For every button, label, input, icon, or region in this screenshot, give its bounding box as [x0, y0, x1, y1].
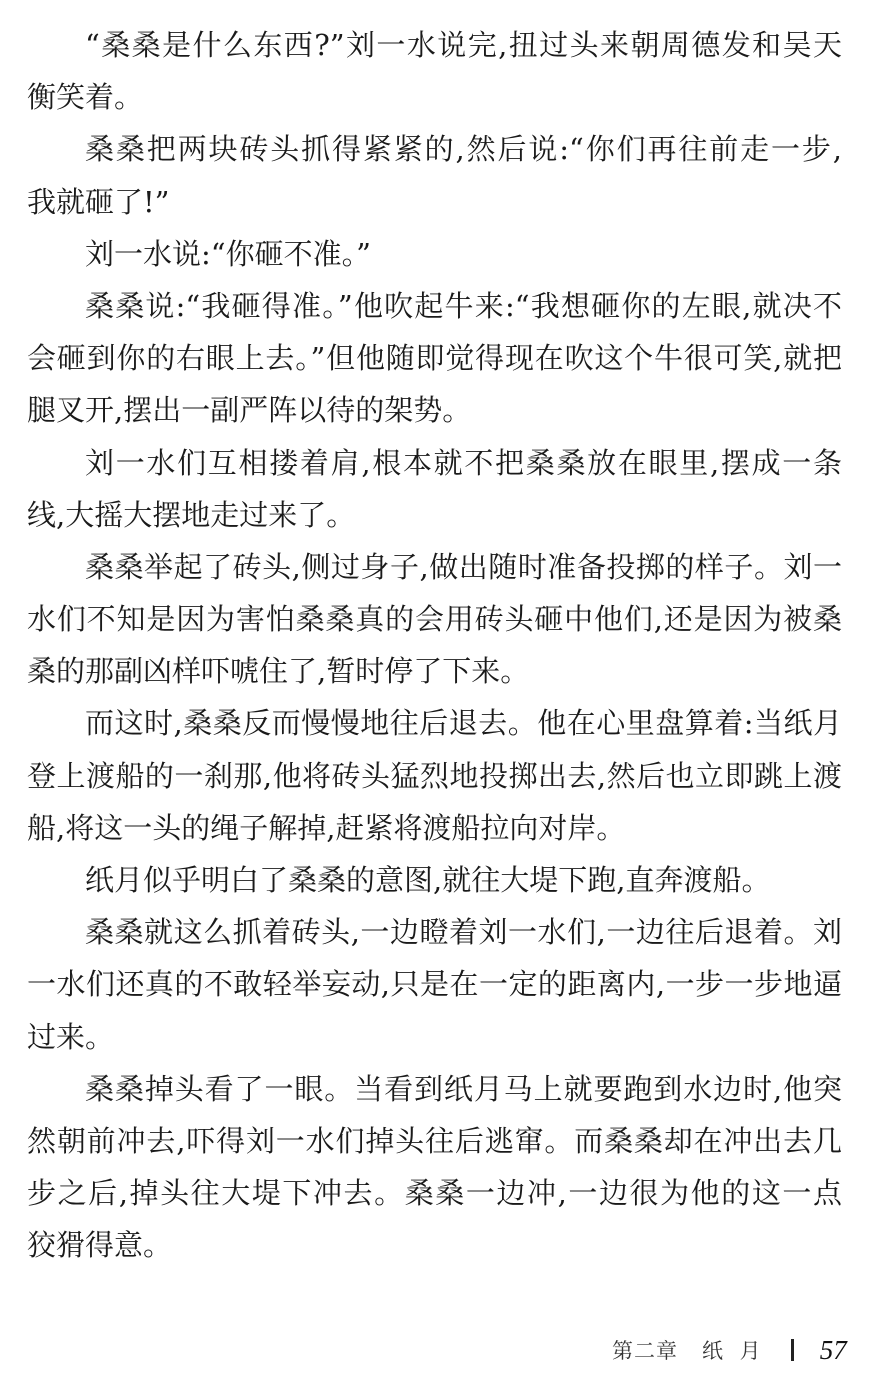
text-line: 刘一水们互相搂着肩,根本就不把桑桑放在眼里,摆成一条 — [85, 445, 842, 480]
text-line: 腿叉开,摆出一副严阵以待的架势。 — [27, 393, 472, 428]
text-line: 步之后,掉头往大堤下冲去。桑桑一边冲,一边很为他的这一点 — [27, 1176, 842, 1211]
body-text — [27, 19, 842, 1272]
text-line: 然朝前冲去,吓得刘一水们掉头往后逃窜。而桑桑却在冲出去几 — [27, 1123, 842, 1158]
text-line: 桑的那副凶样吓唬住了,暂时停了下来。 — [27, 654, 530, 689]
paragraph — [27, 854, 842, 906]
text-line: 我就砸了!” — [27, 184, 170, 219]
text-line: 桑桑举起了砖头,侧过身子,做出随时准备投掷的样子。刘一 — [85, 549, 842, 584]
paragraph — [27, 19, 842, 123]
text-line: 桑桑把两块砖头抓得紧紧的,然后说:“你们再往前走一步, — [85, 132, 842, 167]
paragraph — [27, 280, 842, 437]
text-line: 会砸到你的右眼上去。”但他随即觉得现在吹这个牛很可笑,就把 — [27, 341, 842, 376]
paragraph — [27, 906, 842, 1063]
text-line: 船,将这一头的绳子解掉,赶紧将渡船拉向对岸。 — [27, 810, 626, 845]
text-line: 衡笑着。 — [27, 80, 144, 115]
page-footer — [612, 1330, 847, 1370]
text-line: 而这时,桑桑反而慢慢地往后退去。他在心里盘算着:当纸月 — [85, 706, 842, 741]
paragraph — [27, 697, 842, 854]
text-line: 狡猾得意。 — [27, 1228, 173, 1263]
text-line: “桑桑是什么东西?”刘一水说完,扭过头来朝周德发和吴天 — [85, 28, 842, 62]
text-line: 水们不知是因为害怕桑桑真的会用砖头砸中他们,还是因为被桑 — [27, 602, 842, 637]
chapter-title: 纸 月 — [702, 1339, 761, 1363]
text-line: 纸月似乎明白了桑桑的意图,就往大堤下跑,直奔渡船。 — [85, 863, 771, 897]
paragraph — [27, 1063, 842, 1272]
text-line: 桑桑说:“我砸得准。”他吹起牛来:“我想砸你的左眼,就决不 — [85, 288, 842, 323]
page-number: 57 — [819, 1334, 847, 1365]
paragraph — [27, 541, 842, 698]
paragraph — [27, 123, 842, 227]
text-line: 刘一水说:“你砸不准。” — [85, 236, 371, 271]
text-line: 一水们还真的不敢轻举妄动,只是在一定的距离内,一步一步地逼 — [27, 967, 842, 1002]
paragraph — [27, 437, 842, 541]
footer-divider — [791, 1339, 794, 1361]
text-line: 登上渡船的一刹那,他将砖头猛烈地投掷出去,然后也立即跳上渡 — [27, 758, 842, 793]
text-line: 桑桑掉头看了一眼。当看到纸月马上就要跑到水边时,他突 — [85, 1071, 842, 1106]
text-line: 线,大摇大摆地走过来了。 — [27, 497, 356, 532]
paragraph — [27, 228, 842, 280]
text-line: 过来。 — [27, 1019, 115, 1054]
text-line: 桑桑就这么抓着砖头,一边瞪着刘一水们,一边往后退着。刘 — [85, 915, 842, 950]
chapter-label: 第二章 — [612, 1339, 678, 1363]
